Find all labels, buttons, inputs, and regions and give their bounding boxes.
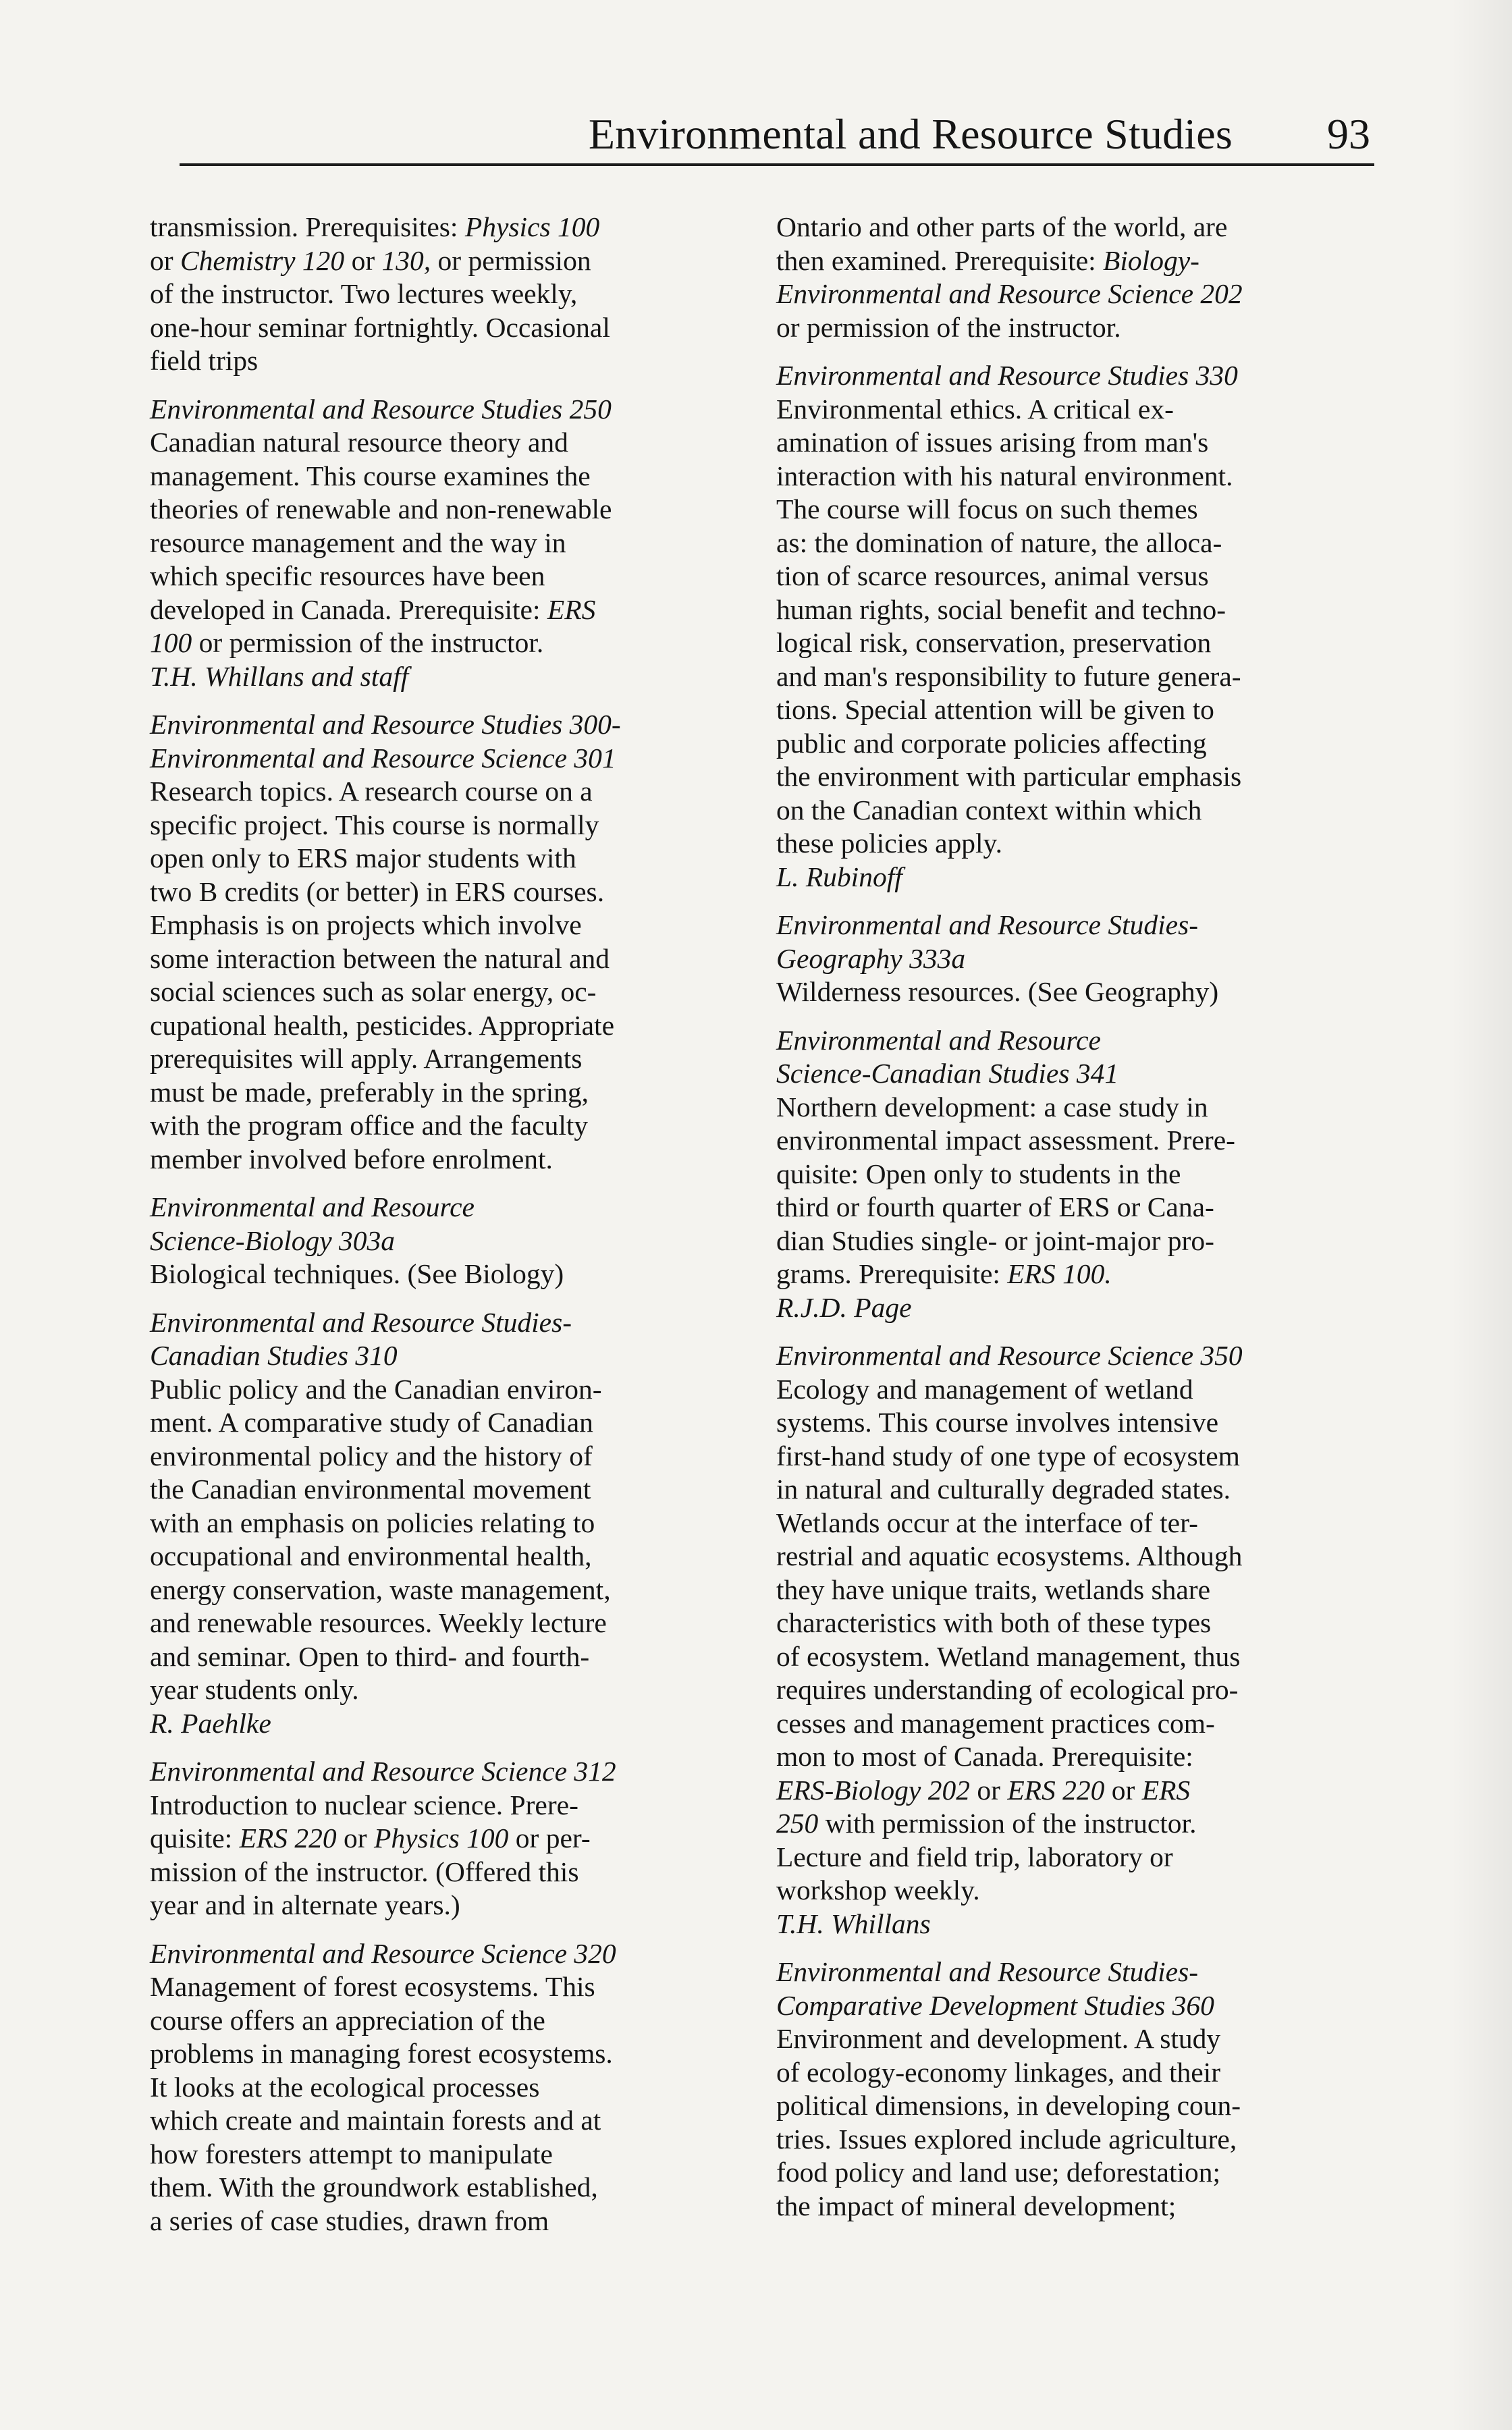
- body-text: they have unique traits, wetlands share: [776, 1573, 1211, 1605]
- body-text: first-hand study of one type of ecosystem: [776, 1440, 1240, 1472]
- text-line: [776, 2123, 1384, 2157]
- italic-text: Geography 333a: [776, 942, 966, 974]
- body-text: grams. Prerequisite:: [776, 1258, 1008, 1289]
- text-line: [150, 1306, 757, 1340]
- text-line: [150, 1640, 757, 1674]
- italic-text: L. Rubinoff: [776, 861, 902, 892]
- text-line: [776, 1874, 1384, 1908]
- body-text: tries. Issues explored include agriculture,: [776, 2123, 1237, 2155]
- text-line: [776, 1841, 1384, 1874]
- text-line: [776, 1540, 1384, 1573]
- body-text: or: [1104, 1774, 1142, 1806]
- text-line: [776, 626, 1384, 660]
- text-line: [150, 875, 757, 909]
- text-line: [776, 1573, 1384, 1607]
- text-line: [776, 1124, 1384, 1158]
- text-line: [150, 1406, 757, 1440]
- body-text: Canadian natural resource theory and: [150, 427, 568, 458]
- text-line: [150, 1606, 757, 1640]
- body-text: Introduction to nuclear science. Prere-: [150, 1789, 578, 1820]
- body-text: ment. A comparative study of Canadian: [150, 1407, 593, 1438]
- text-line: [150, 809, 757, 842]
- text-line: [150, 1339, 757, 1373]
- body-text: with an emphasis on policies relating to: [150, 1507, 595, 1538]
- text-line: [150, 2205, 757, 2238]
- body-text: Wetlands occur at the interface of ter-: [776, 1507, 1198, 1538]
- text-line: [150, 660, 757, 694]
- body-text: with the program office and the faculty: [150, 1110, 589, 1141]
- italic-text: Environmental and Resource Studies 250: [150, 393, 612, 425]
- text-line: [150, 1473, 757, 1507]
- text-line: [150, 626, 757, 660]
- course-entry: [150, 1191, 757, 1291]
- body-text: third or fourth quarter of ERS or Cana-: [776, 1191, 1214, 1222]
- text-line: [776, 975, 1384, 1009]
- body-text: Environment and development. A study: [776, 2023, 1221, 2054]
- body-text: human rights, social benefit and techno-: [776, 593, 1226, 625]
- body-text: amination of issues arising from man's: [776, 427, 1209, 458]
- italic-text: 250: [776, 1808, 819, 1839]
- body-text: one-hour seminar fortnightly. Occasional: [150, 311, 610, 343]
- text-line: [776, 593, 1384, 627]
- text-line: [776, 760, 1384, 794]
- right-column: [776, 211, 1384, 2238]
- italic-text: Environmental and Resource Science 312: [150, 1756, 616, 1787]
- text-line: [776, 2089, 1384, 2123]
- text-line: [776, 277, 1384, 311]
- text-line: [150, 842, 757, 875]
- course-entry: [150, 1306, 757, 1741]
- body-text: or permission: [431, 244, 591, 276]
- body-text: restrial and aquatic ecosystems. Although: [776, 1540, 1243, 1571]
- body-text: year and in alternate years.): [150, 1889, 460, 1920]
- text-line: [150, 426, 757, 460]
- text-line: [150, 1755, 757, 1789]
- body-text: course offers an appreciation of the: [150, 2004, 545, 2036]
- body-text: Northern development: a case study in: [776, 1091, 1208, 1123]
- course-entry: [776, 1339, 1384, 1941]
- text-line: [150, 1143, 757, 1177]
- body-text: dian Studies single- or joint-major pro-: [776, 1224, 1214, 1256]
- running-header: [180, 101, 1374, 176]
- course-entry: [776, 1955, 1384, 2223]
- text-line: [150, 775, 757, 809]
- body-text: of ecology-economy linkages, and their: [776, 2056, 1221, 2088]
- italic-text: 100: [150, 627, 192, 658]
- body-text: of ecosystem. Wetland management, thus: [776, 1640, 1241, 1672]
- header-rule: [180, 163, 1374, 166]
- header-title: Environmental and Resource Studies: [588, 110, 1233, 158]
- italic-text: R.J.D. Page: [776, 1291, 912, 1323]
- body-text: environmental policy and the history of: [150, 1440, 593, 1472]
- text-line: [150, 2104, 757, 2138]
- body-text: quisite: Open only to students in the: [776, 1158, 1181, 1189]
- italic-text: Canadian Studies 310: [150, 1340, 398, 1371]
- body-text: cesses and management practices com-: [776, 1707, 1215, 1739]
- body-text: resource management and the way in: [150, 526, 566, 558]
- text-line: [776, 1339, 1384, 1373]
- text-line: [150, 277, 757, 311]
- body-text: and seminar. Open to third- and fourth-: [150, 1640, 590, 1672]
- body-text: Lecture and field trip, laboratory or: [776, 1841, 1173, 1872]
- body-text: requires understanding of ecological pro-: [776, 1674, 1239, 1705]
- italic-text: Environmental and Resource Studies 330: [776, 360, 1238, 391]
- body-text: the impact of mineral development;: [776, 2190, 1177, 2221]
- text-line: [150, 344, 757, 378]
- text-line: [150, 1507, 757, 1540]
- italic-text: Environmental and Resource Science 350: [776, 1340, 1243, 1371]
- text-line: [776, 460, 1384, 493]
- text-line: [150, 2171, 757, 2205]
- course-entry: [150, 393, 757, 694]
- body-text: Ontario and other parts of the world, are: [776, 211, 1228, 242]
- body-text: then examined. Prerequisite:: [776, 244, 1104, 276]
- text-line: [150, 1573, 757, 1607]
- body-text: the environment with particular emphasis: [776, 761, 1242, 792]
- text-line: [150, 975, 757, 1009]
- body-text: on the Canadian context within which: [776, 794, 1202, 826]
- text-line: [150, 2138, 757, 2171]
- text-line: [150, 1440, 757, 1474]
- text-line: [776, 1406, 1384, 1440]
- text-line: [150, 1937, 757, 1971]
- page-edge-shadow: [1451, 0, 1512, 2430]
- text-line: [776, 1606, 1384, 1640]
- body-text: mon to most of Canada. Prerequisite:: [776, 1741, 1193, 1772]
- italic-text: Environmental and Resource Science 301: [150, 742, 616, 774]
- body-text: The course will focus on such themes: [776, 493, 1198, 524]
- text-line: [776, 2156, 1384, 2190]
- text-line: [150, 1856, 757, 1889]
- body-text: workshop weekly.: [776, 1874, 980, 1906]
- text-line: [150, 393, 757, 427]
- text-line: [776, 1908, 1384, 1941]
- course-entry: [776, 1024, 1384, 1325]
- text-line: [776, 1473, 1384, 1507]
- text-line: [150, 1109, 757, 1143]
- body-text: quisite:: [150, 1823, 240, 1854]
- page-number: 93: [1327, 110, 1370, 158]
- italic-text: Environmental and Resource Studies-: [150, 1306, 572, 1338]
- body-text: Management of forest ecosystems. This: [150, 1971, 595, 2002]
- text-line: [776, 393, 1384, 427]
- italic-text: Environmental and Resource Science 202: [776, 278, 1243, 309]
- body-text: or: [344, 244, 382, 276]
- body-text: specific project. This course is normally: [150, 809, 599, 840]
- body-text: and man's responsibility to future genera-: [776, 660, 1241, 692]
- body-text: systems. This course involves intensive: [776, 1407, 1219, 1438]
- body-text: in natural and culturally degraded states.: [776, 1474, 1231, 1505]
- body-text: environmental impact assessment. Prere-: [776, 1125, 1235, 1156]
- text-line: [776, 1291, 1384, 1325]
- italic-text: T.H. Whillans: [776, 1908, 931, 1939]
- left-column: [150, 211, 757, 2252]
- body-text: cupational health, pesticides. Appropriate: [150, 1009, 614, 1041]
- body-text: prerequisites will apply. Arrangements: [150, 1043, 583, 1074]
- body-text: mission of the instructor. (Offered this: [150, 1856, 579, 1887]
- body-text: Research topics. A research course on a: [150, 776, 593, 807]
- body-text: as: the domination of nature, the alloca-: [776, 526, 1222, 558]
- text-line: [776, 560, 1384, 593]
- text-line: [150, 909, 757, 942]
- text-line: [776, 1740, 1384, 1774]
- body-text: management. This course examines the: [150, 460, 591, 491]
- body-text: food policy and land use; deforestation;: [776, 2157, 1221, 2188]
- text-line: [150, 526, 757, 560]
- text-line: [150, 2071, 757, 2105]
- italic-text: ERS: [547, 593, 596, 625]
- course-entry: [150, 708, 757, 1176]
- text-line: [150, 211, 757, 244]
- body-text: or: [336, 1823, 374, 1854]
- text-line: [776, 1057, 1384, 1091]
- italic-text: Science-Canadian Studies 341: [776, 1058, 1119, 1089]
- body-text: a series of case studies, drawn from: [150, 2205, 549, 2236]
- course-entry: [150, 1755, 757, 1922]
- text-line: [776, 1024, 1384, 1058]
- text-line: [150, 1224, 757, 1258]
- text-line: [776, 493, 1384, 526]
- text-line: [776, 794, 1384, 828]
- text-line: [776, 1258, 1384, 1291]
- text-line: [150, 1889, 757, 1922]
- text-line: [150, 742, 757, 776]
- body-text: logical risk, conservation, preservation: [776, 627, 1212, 658]
- text-line: [776, 942, 1384, 976]
- italic-text: Chemistry 120: [180, 244, 345, 276]
- body-text: of the instructor. Two lectures weekly,: [150, 278, 578, 309]
- text-line: [776, 1507, 1384, 1540]
- italic-text: Environmental and Resource: [150, 1191, 475, 1222]
- body-text: Ecology and management of wetland: [776, 1373, 1193, 1405]
- text-line: [776, 311, 1384, 345]
- body-text: It looks at the ecological processes: [150, 2071, 540, 2103]
- body-text: them. With the groundwork established,: [150, 2171, 598, 2203]
- body-text: or permission of the instructor.: [776, 311, 1121, 343]
- course-entry: [776, 909, 1384, 1009]
- body-text: interaction with his natural environment.: [776, 460, 1233, 491]
- italic-text: R. Paehlke: [150, 1707, 271, 1739]
- italic-text: ERS-Biology 202: [776, 1774, 970, 1806]
- text-line: [776, 359, 1384, 393]
- body-text: Wilderness resources. (See Geography): [776, 976, 1219, 1007]
- text-line: [150, 2004, 757, 2038]
- body-text: must be made, preferably in the spring,: [150, 1076, 589, 1108]
- body-text: these policies apply.: [776, 828, 1002, 859]
- text-line: [776, 660, 1384, 694]
- body-text: Emphasis is on projects which involve: [150, 909, 582, 940]
- text-line: [776, 244, 1384, 278]
- text-line: [150, 1822, 757, 1856]
- italic-text: Physics 100: [373, 1823, 509, 1854]
- text-line: [776, 693, 1384, 727]
- italic-text: Comparative Development Studies 360: [776, 1989, 1214, 2021]
- body-text: Public policy and the Canadian environ-: [150, 1373, 602, 1405]
- text-line: [150, 593, 757, 627]
- body-text: public and corporate policies affecting: [776, 727, 1207, 759]
- text-line: [150, 1076, 757, 1110]
- text-line: [150, 1707, 757, 1741]
- course-entry: [776, 211, 1384, 344]
- italic-text: Environmental and Resource Science 320: [150, 1937, 616, 1969]
- text-line: [776, 1224, 1384, 1258]
- text-line: [776, 1191, 1384, 1224]
- italic-text: T.H. Whillans and staff: [150, 660, 409, 692]
- text-line: [150, 244, 757, 278]
- text-line: [776, 1091, 1384, 1125]
- body-text: or permission of the instructor.: [192, 627, 544, 658]
- text-line: [776, 2022, 1384, 2056]
- body-text: member involved before enrolment.: [150, 1143, 553, 1174]
- text-line: [150, 1540, 757, 1573]
- italic-text: 130,: [381, 244, 431, 276]
- text-line: [150, 2037, 757, 2071]
- italic-text: ERS 100.: [1007, 1258, 1112, 1289]
- body-text: field trips: [150, 345, 259, 376]
- text-line: [150, 1789, 757, 1823]
- text-line: [776, 1158, 1384, 1191]
- body-text: social sciences such as solar energy, oc-: [150, 976, 597, 1007]
- body-text: how foresters attempt to manipulate: [150, 2138, 553, 2169]
- text-line: [776, 526, 1384, 560]
- text-line: [150, 1373, 757, 1407]
- body-text: characteristics with both of these types: [776, 1607, 1212, 1638]
- text-line: [776, 1774, 1384, 1808]
- body-text: year students only.: [150, 1674, 359, 1705]
- course-entry: [150, 211, 757, 378]
- text-line: [776, 2056, 1384, 2090]
- italic-text: Science-Biology 303a: [150, 1224, 395, 1256]
- text-line: [776, 1640, 1384, 1674]
- body-text: energy conservation, waste management,: [150, 1573, 611, 1605]
- course-entry: [150, 1937, 757, 2238]
- body-text: theories of renewable and non-renewable: [150, 493, 612, 524]
- italic-text: ERS: [1141, 1774, 1191, 1806]
- text-line: [150, 560, 757, 593]
- body-text: or per-: [508, 1823, 591, 1854]
- italic-text: Environmental and Resource Studies 300-: [150, 709, 621, 740]
- text-line: [776, 1707, 1384, 1741]
- course-entry: [776, 359, 1384, 894]
- text-line: [150, 1673, 757, 1707]
- italic-text: Physics 100: [464, 211, 600, 242]
- text-line: [150, 1009, 757, 1043]
- text-line: [776, 1807, 1384, 1841]
- italic-text: Environmental and Resource Studies-: [776, 1956, 1199, 1987]
- text-line: [776, 1373, 1384, 1407]
- body-text: which create and maintain forests and at: [150, 2105, 601, 2136]
- body-text: Environmental ethics. A critical ex-: [776, 393, 1174, 425]
- text-line: [776, 426, 1384, 460]
- text-line: [776, 727, 1384, 761]
- italic-text: Environmental and Resource Studies-: [776, 909, 1199, 940]
- body-text: transmission. Prerequisites:: [150, 211, 465, 242]
- italic-text: ERS 220: [1007, 1774, 1105, 1806]
- text-line: [150, 708, 757, 742]
- text-line: [776, 909, 1384, 942]
- italic-text: Biology-: [1103, 244, 1199, 276]
- body-text: which specific resources have been: [150, 560, 545, 591]
- body-text: and renewable resources. Weekly lecture: [150, 1607, 607, 1638]
- text-line: [776, 1989, 1384, 2023]
- body-text: or: [969, 1774, 1008, 1806]
- body-text: open only to ERS major students with: [150, 842, 576, 873]
- text-line: [150, 311, 757, 345]
- body-text: developed in Canada. Prerequisite:: [150, 593, 547, 625]
- italic-text: ERS 220: [239, 1823, 337, 1854]
- italic-text: Environmental and Resource: [776, 1024, 1101, 1056]
- body-text: occupational and environmental health,: [150, 1540, 592, 1571]
- text-line: [776, 211, 1384, 244]
- text-line: [150, 1970, 757, 2004]
- text-line: [776, 1440, 1384, 1474]
- text-line: [150, 1258, 757, 1291]
- body-text: political dimensions, in developing coun-: [776, 2090, 1241, 2121]
- text-line: [150, 1191, 757, 1224]
- body-text: the Canadian environmental movement: [150, 1474, 591, 1505]
- body-text: or: [150, 244, 180, 276]
- body-text: tion of scarce resources, animal versus: [776, 560, 1209, 591]
- text-line: [776, 1955, 1384, 1989]
- body-text: Biological techniques. (See Biology): [150, 1258, 564, 1289]
- text-line: [776, 861, 1384, 894]
- text-line: [776, 2190, 1384, 2223]
- text-line: [776, 1673, 1384, 1707]
- text-line: [150, 460, 757, 493]
- text-line: [150, 1042, 757, 1076]
- body-text: with permission of the instructor.: [818, 1808, 1197, 1839]
- body-text: some interaction between the natural and: [150, 942, 610, 974]
- body-text: problems in managing forest ecosystems.: [150, 2038, 613, 2069]
- text-line: [776, 827, 1384, 861]
- text-line: [150, 942, 757, 976]
- body-text: tions. Special attention will be given to: [776, 694, 1214, 725]
- body-text: two B credits (or better) in ERS courses.: [150, 875, 605, 907]
- text-line: [150, 493, 757, 526]
